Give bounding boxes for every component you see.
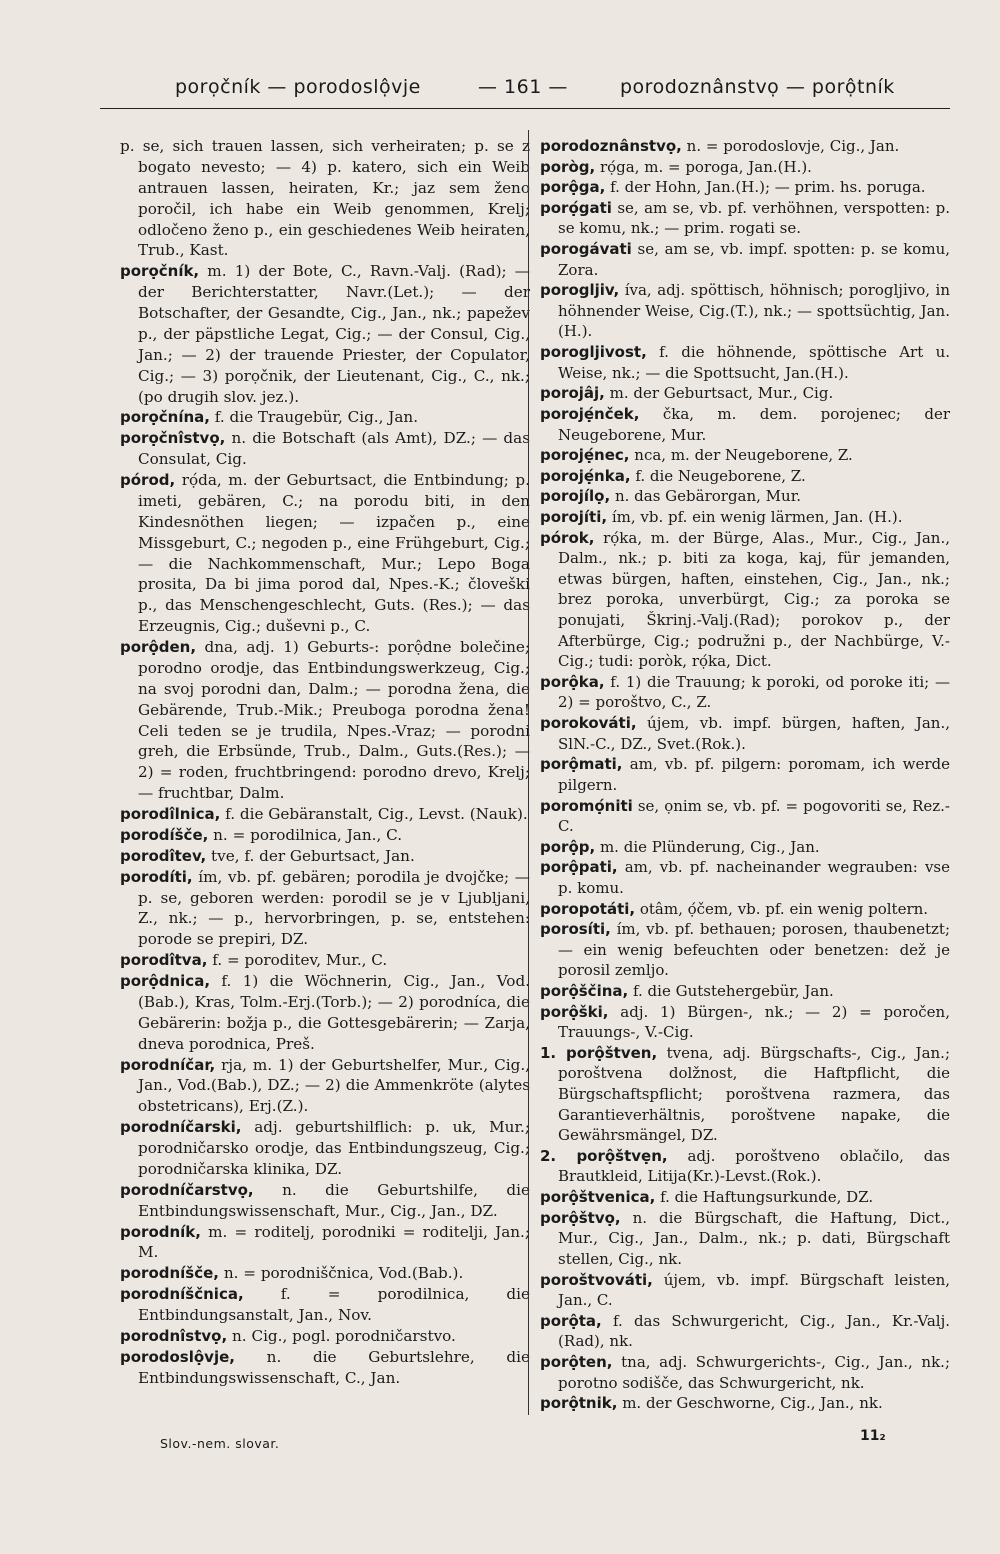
page-number: — 161 —: [478, 76, 568, 98]
dictionary-entry: poroštvováti, újem, vb. impf. Bürgschaft leisten, Jan., C.: [540, 1270, 950, 1310]
dictionary-entry: poropotáti, otâm, ọ́čem, vb. pf. ein wenig poltern.: [540, 899, 929, 918]
dictionary-entry: porodník, m. = roditelj, porodniki = roditelji, Jan.; M.: [120, 1222, 530, 1262]
dictionary-entry: porojílọ, n. das Gebärorgan, Mur.: [540, 487, 801, 506]
dictionary-entry: porojẹ́nec, nca, m. der Neugeborene, Z.: [540, 446, 853, 465]
dictionary-entry: poroglji̇v, íva, adj. spöttisch, höhnisch; poroglji̇vo, in höhnender Weise, Cig.(T.), nk.; — spottsüchtig, Jan.(H.).: [540, 281, 950, 341]
dictionary-entry: poromọ́niti se, ọnim se, vb. pf. = pogovoriti se, Rez.-C.: [540, 796, 950, 836]
dictionary-entry: porộpati, am, vb. pf. nacheinander wegrauben: vse p. komu.: [540, 858, 950, 897]
dictionary-entry: porodníščnica, f. = porodilnica, die Entbindungsanstalt, Jan., Nov.: [120, 1285, 530, 1324]
dictionary-entry: porộga, f. der Hohn, Jan.(H.); — prim. hs. poruga.: [540, 178, 926, 197]
running-header: [100, 72, 950, 106]
dictionary-entry: porodîtev, tve, f. der Geburtsact, Jan.: [120, 846, 415, 865]
dictionary-entry: porộta, f. das Schwurgericht, Cig., Jan., Kr.-Valj.(Rad), nk.: [540, 1311, 950, 1351]
dictionary-entry: porộden, dna, adj. 1) Geburts-: porộdne bolečine; porodno orodje, das Entbindungswerkzeug, Cig.; na svoj porodni dan, Dalm.; — porodna žena, die Gebärende, Trub.-Mik.; Preuboga porodna žena! Celi teden se je trudila, Npes.-Vraz; — porodni greh, die Erbsünde, Trub., Dalm., Guts.(Res.); — 2) = roden, fruchtbringend: porodno drevo, Krelj; — fruchtbar, Dalm.: [120, 638, 530, 803]
dictionary-entry: porộdnica, f. 1) die Wöchnerin, Cig., Jan., Vod.(Bab.), Kras, Tolm.-Erj.(Torb.); — 2) porodníca, die Gebärerin: božja p., die Gottesgebärerin; — Zarja, dneva porodnica, Preš.: [120, 972, 530, 1053]
dictionary-entry: pórok, rọ́ka, m. der Bürge, Alas., Mur., Cig., Jan., Dalm., nk.; p. biti za koga, kaj, für jemanden, etwas bürgen, haften, einstehen, Cig., Jan., nk.; brez poroka, unverbürgt, Cig.; za poroka se ponujati, Škrinj.-Valj.(Rad); porokov p., der Afterbürge, Cig.; podružni p., der Nachbürge, V.-Cig.; tudi: poròk, rọ́ka, Dict.: [540, 528, 950, 671]
left-column: [120, 136, 530, 1389]
dictionary-entry: porodníčar, rja, m. 1) der Geburtshelfer, Mur., Cig., Jan., Vod.(Bab.), DZ.; — 2) die Ammenkröte (alytes obstetricans), Erj.(Z.).: [120, 1055, 530, 1116]
dictionary-entry: porodîlnica, f. die Gebäranstalt, Cig., Levst. (Nauk).: [120, 805, 528, 823]
dictionary-entry: porộštvọ, n. die Bürgschaft, die Haftung, Dict., Mur., Cig., Jan., Dalm., nk.; p. dati, Bürgschaft stellen, Cig., nk.: [540, 1208, 950, 1268]
dictionary-entry: porojẹ́nka, f. die Neugeborene, Z.: [540, 466, 806, 485]
dictionary-entry: porọčník, m. 1) der Bote, C., Ravn.-Valj. (Rad); — der Berichterstatter, Navr.(Let.); — der Botschafter, der Gesandte, Cig., Jan., nk.; papežev p., der päpstliche Legat, Cig.; — der Consul, Cig., Jan.; — 2) der trauende Priester, der Copulator, Cig.; — 3) porọčnik, der Lieutenant, Cig., C., nk.; (po drugih slov. jez.).: [120, 262, 530, 406]
dictionary-entry: porộka, f. 1) die Trauung; k poroki, od poroke iti; — 2) = poroštvo, C., Z.: [540, 672, 950, 712]
dictionary-entry: 1. porộštven, tvena, adj. Bürgschafts-, Cig., Jan.; poroštvena dolžnost, die Haftpflicht, die Bürgschaftspflicht; poroštvena razmera, das Garantieverhältnis, poroštvene napake, die Gewährsmängel, DZ.: [540, 1043, 951, 1145]
dictionary-entry: porogávati se, am se, vb. impf. spotten: p. se komu, Zora.: [540, 240, 950, 279]
dictionary-entry: porọčnîstvọ, n. die Botschaft (als Amt), DZ.; — das Consulat, Cig.: [120, 429, 530, 469]
dictionary-entry: p. se, sich trauen lassen, sich verheiraten; p. se z bogato nevesto; — 4) p. katero, sich ein Weib antrauen lassen, heiraten, Kr.; jaz sem ženo poročil, ich habe ein Weib genommen, Krelj; odločeno ženo p., ein geschiedenes Weib heiraten, Trub., Kast.: [120, 137, 530, 260]
dictionary-entry: porộtnik, m. der Geschworne, Cig., Jan., nk.: [540, 1394, 883, 1413]
dictionary-entry: poroglji̇vost, f. die höhnende, spöttische Art u. Weise, nk.; — die Spottsucht, Jan.(H.).: [540, 343, 950, 382]
dictionary-entry: 2. porộštvẹn, adj. poroštveno oblačilo, das Brautkleid, Litija(Kr.)-Levst.(Rok.).: [540, 1146, 950, 1186]
dictionary-entry: porojẹ́nček, čka, m. dem. porojenec; der Neugeborene, Mur.: [540, 404, 950, 444]
dictionary-entry: poròg, rọ́ga, m. = poroga, Jan.(H.).: [540, 157, 812, 176]
dictionary-entry: porodníčarski, adj. geburtshilflich: p. uk, Mur.; porodničarsko orodje, das Entbindungszeug, Cig.; porodničarska klinika, DZ.: [120, 1118, 530, 1178]
dictionary-entry: porodníčarstvọ, n. die Geburtshilfe, die Entbindungswissenschaft, Mur., Cig., Jan., DZ.: [120, 1180, 530, 1220]
dictionary-entry: porodníšče, n. = porodniščnica, Vod.(Bab.).: [120, 1264, 464, 1283]
dictionary-entry: porodnîstvọ, n. Cig., pogl. porodničarstvo.: [120, 1326, 456, 1345]
right-column: [540, 136, 950, 1414]
sheet-mark: 11₂: [860, 1428, 886, 1444]
dictionary-entry: porodîtva, f. = poroditev, Mur., C.: [120, 951, 388, 970]
dictionary-entry: porộmati, am, vb. pf. pilgern: poromam, ich werde pilgern.: [540, 755, 950, 794]
header-rule: [100, 108, 950, 109]
dictionary-entry: porộški, adj. 1) Bürgen-, nk.; — 2) = poročen, Trauungs-, V.-Cig.: [540, 1002, 950, 1042]
dictionary-entry: porọčnína, f. die Traugebür, Cig., Jan.: [120, 408, 419, 427]
header-right-guideword: porodoznânstvọ — porộtník: [620, 76, 895, 98]
dictionary-entry: porokováti, újem, vb. impf. bürgen, haften, Jan., SlN.-C., DZ., Svet.(Rok.).: [540, 714, 950, 753]
dictionary-entry: porộštvenica, f. die Haftungsurkunde, DZ.: [540, 1188, 874, 1207]
dictionary-entry: porojíti, ím, vb. pf. ein wenig lärmen, Jan. (H.).: [540, 507, 903, 526]
dictionary-entry: porojâj, m. der Geburtsact, Mur., Cig.: [540, 384, 834, 403]
dictionary-entry: porosíti, ím, vb. pf. bethauen; porosen, thaubenetzt; — ein wenig befeuchten oder benetzen: dež je porosil zemljo.: [540, 920, 950, 980]
sheet-signature: Slov.-nem. slovar.: [160, 1436, 280, 1451]
dictionary-entry: porodoslộvje, n. die Geburtslehre, die Entbindungswissenschaft, C., Jan.: [120, 1347, 530, 1387]
dictionary-entry: porodoznânstvọ, n. = porodoslovje, Cig., Jan.: [540, 137, 900, 155]
dictionary-entry: porodíšče, n. = porodilnica, Jan., C.: [120, 825, 403, 844]
dictionary-entry: porọ́gati se, am se, vb. pf. verhöhnen, verspotten: p. se komu, nk.; — prim. rogati se.: [540, 198, 950, 238]
dictionary-entry: pórod, rọ́da, m. der Geburtsact, die Entbindung; p. imeti, gebären, C.; na porodu biti, in den Kindesnöthen liegen; — izpačen p., eine Missgeburt, C.; negoden p., eine Frühgeburt, Cig.; — die Nachkommenschaft, Mur.; Lepo Boga prosita, Da bi jima porod dal, Npes.-K.; človeški p., das Menschengeschlecht, Guts. (Res.); — das Erzeugnis, Cig.; duševni p., C.: [120, 471, 530, 636]
column-divider: [528, 130, 529, 1415]
dictionary-entry: porộp, m. die Plünderung, Cig., Jan.: [540, 837, 820, 856]
dictionary-entry: porộščina, f. die Gutstehergebür, Jan.: [540, 981, 834, 1000]
dictionary-entry: porộten, tna, adj. Schwurgerichts-, Cig., Jan., nk.; porotno sodišče, das Schwurgericht, nk.: [540, 1352, 950, 1392]
dictionary-entry: porodíti, ím, vb. pf. gebären; porodila je dvojčke; — p. se, geboren werden: porodil se je v Ljubljani, Z., nk.; — p., hervorbringen, p. se, entstehen: porode se prepiri, DZ.: [120, 867, 530, 949]
header-left-guideword: porọčník — porodoslộvje: [175, 76, 421, 98]
